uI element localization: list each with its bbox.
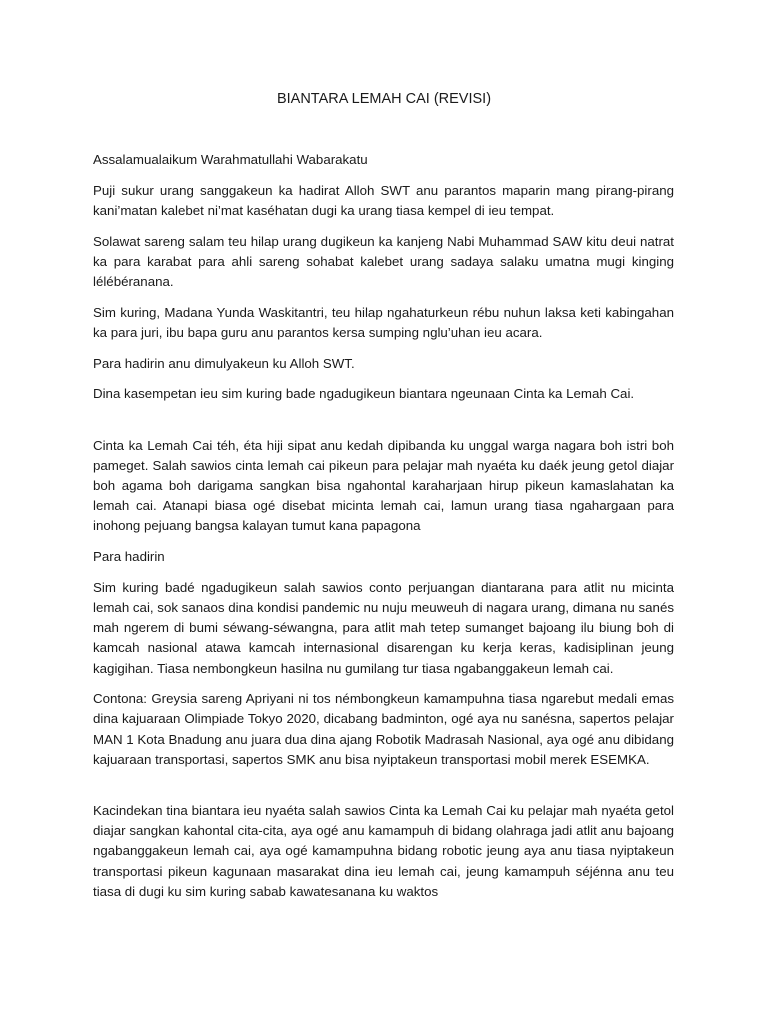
paragraph-praise: Puji sukur urang sanggakeun ka hadirat Alloh SWT anu parantos maparin mang pirang-pirang kani’matan kalebet ni’mat kaséhatan dugi ka urang tiasa kempel di ieu tempat.: [93, 182, 674, 218]
paragraph-introduction: Sim kuring, Madana Yunda Waskitantri, teu hilap ngahaturkeun rébu nuhun laksa keti kabingahan ka para juri, ibu bapa guru anu parantos kersa sumping nglu’uhan ieu acara.: [93, 304, 674, 340]
paragraph-solawat: Solawat sareng salam teu hilap urang dugikeun ka kanjeng Nabi Muhammad SAW kitu deui natrat ka para karabat para ahli sareng sohabat kalebet urang sadaya salaku umatna mugi kinging lélébéranana.: [93, 233, 674, 290]
paragraph-examples: Contona: Greysia sareng Apriyani ni tos némbongkeun kamampuhna tiasa ngarebut medali emas dina kajuaraan Olimpiade Tokyo 2020, dicabang badminton, ogé aya nu sanésna, sapertos pelajar MAN 1 Kota Bnadung anu juara dua dina ajang Robotik Madrasah Nasional, aya ogé anu dibidang kajuaraan transportasi, sapertos SMK anu bisa nyiptakeun transportasi mobil merek ESEMKA.: [93, 691, 674, 767]
document-title: BIANTARA LEMAH CAI (REVISI): [276, 91, 492, 107]
paragraph-athletes: Sim kuring badé ngadugikeun salah sawios conto perjuangan diantarana para atlit nu micinta lemah cai, sok sanaos dina kondisi pandemic nu nuju meuweuh di nagara urang, dimana nu sanés mah ngerem di bumi séwang-séwangna, para atlit mah tetep sumanget bajoang ilu biung boh di kamcah nasional atawa kamcah internasional disarengan ku kerja keras, kadisiplinan jeung kagigihan. Tiasa nembongkeun hasilna nu gumilang tur tiasa ngabanggakeun lemah cai.: [93, 579, 674, 676]
paragraph-topic: Dina kasempetan ieu sim kuring bade ngadugikeun biantara ngeunaan Cinta ka Lemah Cai.: [93, 386, 635, 402]
paragraph-definition: Cinta ka Lemah Cai téh, éta hiji sipat anu kedah dipibanda ku unggal warga nagara boh istri boh pameget. Salah sawios cinta lemah cai pikeun para pelajar mah nyaéta ku daék jeung getol diajar boh agama boh darigama sangkan bisa ngahontal karaharjaan hirup pikeun kamaslahatan ka lemah cai. Atanapi biasa ogé disebat micinta lemah cai, lamun urang tiasa ngahargaan para inohong pejuang bangsa kalayan tumut kana papagona: [93, 437, 674, 534]
paragraph-greeting: Assalamualaikum Warahmatullahi Wabarakatu: [93, 152, 368, 167]
paragraph-conclusion: Kacindekan tina biantara ieu nyaéta salah sawios Cinta ka Lemah Cai ku pelajar mah nyaéta getol diajar sangkan kahontal cita-cita, aya ogé anu kamampuh di bidang olahraga jadi atlit anu bajoang ngabanggakeun lemah cai, aya ogé kamampuhna bidang robotic jeung aya anu tiasa nyiptakeun transportasi pikeun kagunaan masarakat dina ieu lemah cai, jeung kamampuh séjénna anu teu tiasa di dugi ku sim kuring sabab kawatesanana ku waktos: [93, 803, 674, 899]
document-body: [93, 150, 674, 913]
paragraph-audience-2: Para hadirin: [93, 549, 165, 565]
paragraph-audience: Para hadirin anu dimulyakeun ku Alloh SWT.: [93, 355, 355, 371]
